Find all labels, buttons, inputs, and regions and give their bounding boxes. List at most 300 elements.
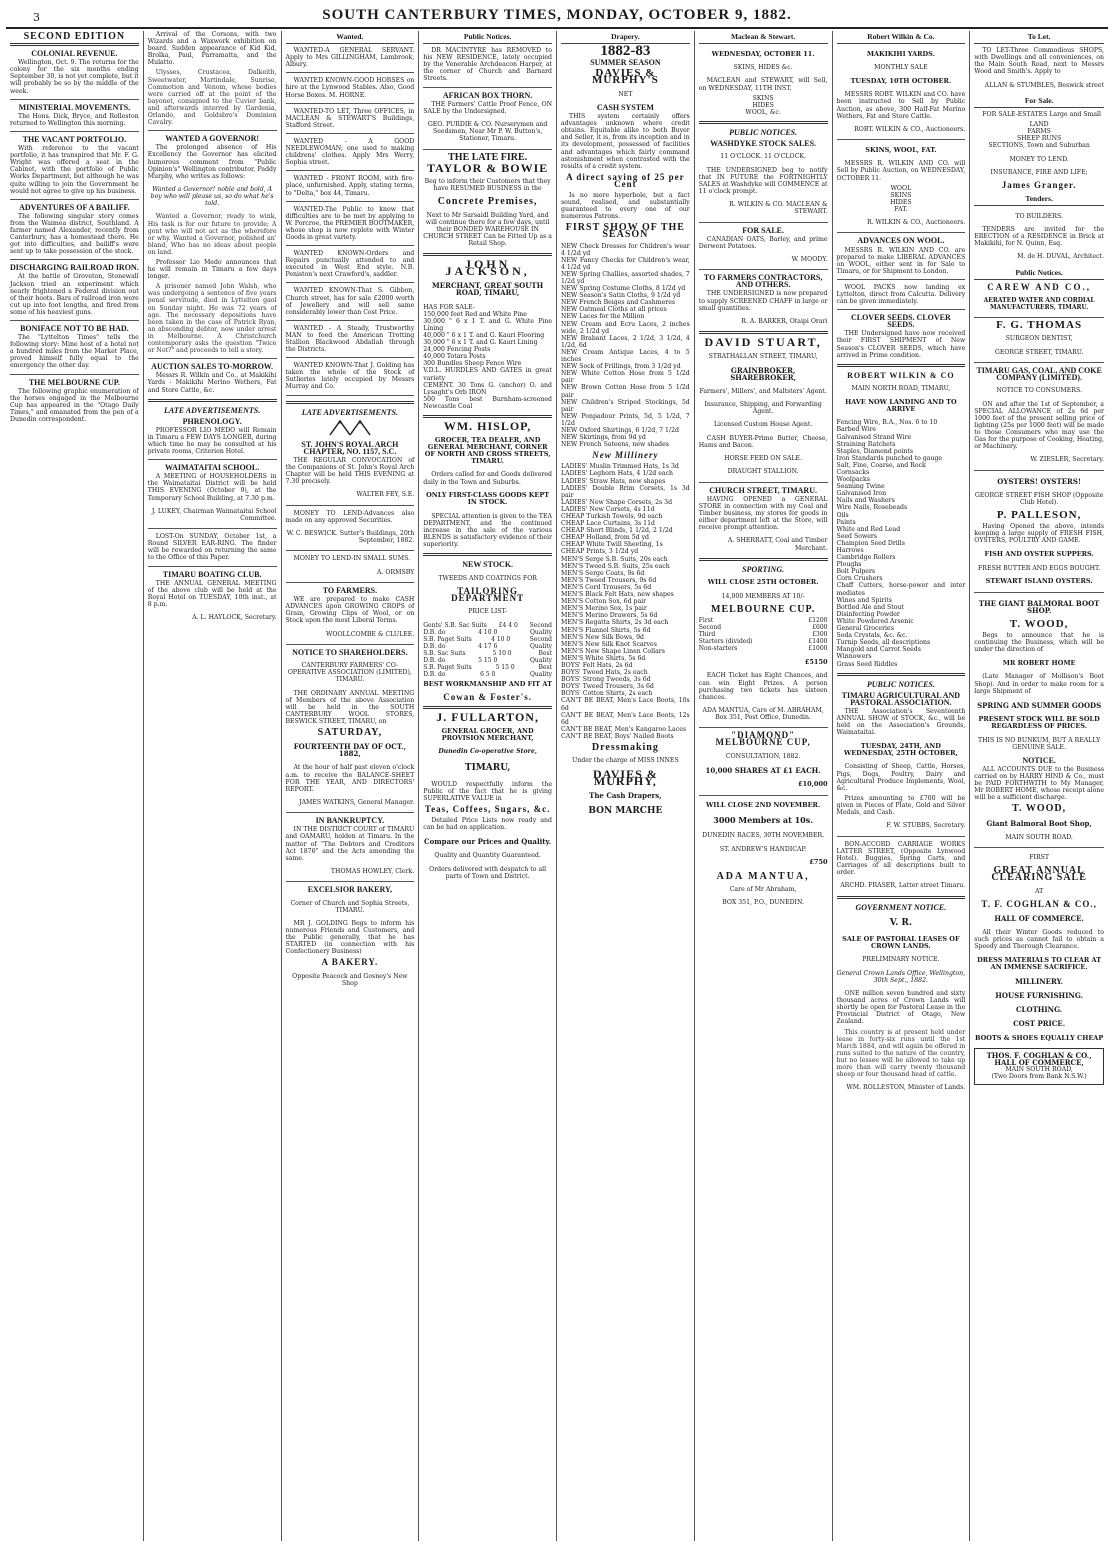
bakery-big: A BAKERY. <box>321 957 379 968</box>
to-let-text: TO LET-Three Commodious SHOPS, with Dwellings and all conveniences, on the Main South Road, next to Messrs Wood and Smith's. Apply to <box>974 47 1104 76</box>
cant-beat-list <box>561 697 690 740</box>
wood2-street: MAIN SOUTH ROAD. <box>1005 833 1073 841</box>
jackson-item: 150,000 feet Red and White Pine <box>423 310 527 318</box>
thomas-name: F. G. THOMAS <box>996 319 1083 332</box>
cup-place: Second <box>698 624 722 632</box>
newspaper-title: SOUTH CANTERBURY TIMES, MONDAY, OCTOBER 9, 1882. <box>322 7 792 23</box>
wilkin-goods-item: Woolpacks <box>836 476 870 484</box>
ada-mantua-name: ADA MANTUA, <box>716 870 810 882</box>
cup-amount: £300 <box>812 631 828 639</box>
new-item: NEW Brown Cotton Hose from 5 1/2d pair <box>561 384 690 399</box>
divider <box>286 395 415 396</box>
tailor-foot: BEST WORKMANSHIP AND FIT AT <box>423 679 552 688</box>
melbourne-cup-heading: MELBOURNE CUP. <box>711 604 816 616</box>
cup-sign: ADA MANTUA, Care of M. ABRAHAM, Box 351, Post Office, Dunedin. <box>702 707 824 722</box>
church-street-text: HAVING OPENED a GENERAL STORE in connection with my Coal and Timber business, my stores for goods in either department left at the Store, will receive prompt attention. <box>698 495 828 532</box>
m1-text: MACLEAN and STEWART, will Sell, on WEDNESDAY, 11TH INST. <box>698 77 828 92</box>
genuine-sale: THIS IS NO BUNKUM, BUT A REALLY GENUINE SALE. <box>978 736 1101 751</box>
jackson-item: 40,000 " 6 x 1 T. and G. Kauri Flooring <box>423 331 545 339</box>
fullarton-foot: Quality and Quantity Guaranteed. <box>434 852 541 860</box>
divider <box>286 103 415 104</box>
wilkin-goods-list <box>837 419 966 667</box>
insurance: INSURANCE, FIRE AND LIFE; <box>990 168 1088 176</box>
david-stuart-sub: STRATHALLAN STREET, TIMARU, <box>708 352 818 360</box>
summer-season: SUMMER SEASON <box>590 58 661 68</box>
columns <box>6 31 1108 1541</box>
wanted-list <box>286 47 415 395</box>
price-row <box>423 629 552 636</box>
wilkin-goods-item: Cornsacks <box>836 468 870 476</box>
millinery-item: CHEAP White Twill Sheeting, 1s <box>561 541 663 549</box>
divider <box>286 505 415 506</box>
drapery-header: Drapery. <box>561 31 690 44</box>
coghlan-street: MAIN SOUTH ROAD, <box>1005 1066 1073 1074</box>
gas-heading: TIMARU GAS, COAL, AND COKE COMPANY (LIMITED). <box>976 365 1102 382</box>
cup-total: £5150 <box>804 657 828 666</box>
farmers-heading: TO FARMERS. <box>322 586 378 595</box>
divider <box>974 847 1104 848</box>
bankruptcy-sign: THOMAS HOWLEY, Clerk. <box>330 868 415 876</box>
wilkin-goods-item: Mangold and Carrot Seeds <box>836 646 921 654</box>
tailor-list-head: PRICE LIST- <box>468 608 507 616</box>
wilkin-goods-item: Soda Crystals, &c. &c. <box>836 632 908 640</box>
millinery-item: CHEAP Lace Curtains, 3s 11d <box>561 520 655 528</box>
gov-text: ONE million seven hundred and sixty thousand acres of Crown Lands will shortly be open for Pastoral Lease in the Provincial District of Otago, New Zealand. <box>836 990 966 1026</box>
divider <box>423 553 552 556</box>
shareholders-date: FOURTEENTH DAY OF OCT., 1882, <box>293 742 407 759</box>
divider <box>699 269 828 270</box>
cup-prize-table <box>699 617 828 652</box>
divider <box>837 364 966 367</box>
bon-accord-text: BON-ACCORD CARRIAGE WORKS LATTER STREET, (Opposite Lynwood Hotel). Buggies, Spring Carts, and Carriages of all descriptions built to order. <box>836 840 966 876</box>
new-item: NEW Sock of Frillings, from 3 1/2d yd <box>561 363 681 371</box>
wanted-ad: WANTED KNOWN-Orders and Repairs punctually attended to and executed in West End style. N.B. Peniston's next Crawford's, saddler. <box>285 250 415 279</box>
st-andrews: ST. ANDREW'S HANDICAP. <box>719 845 807 853</box>
davies-murphy-name: DAVIES & MURPHY'S <box>592 67 659 87</box>
jackson-sub: MERCHANT, GREAT SOUTH ROAD, TIMARU, <box>432 281 544 298</box>
divider <box>148 399 277 402</box>
wilkin-big: HAVE NOW LANDING AND TO ARRIVE <box>845 397 957 413</box>
news-body: The "Lyttelton Times" tells the following story: Mine host of a hotel not a hundred miles from the Market Place, proved himself fully equal to the emergency the other day. <box>10 334 139 370</box>
cash-drapers: The Cash Drapers, <box>589 790 662 800</box>
cash-intro: THIS system certainly offers advantages unknown where credit obtains. Equitable alike to both Buyer and Seller, it is, from its inception and in its development, possessed of facilities and advantages which fairly command astonishment when contrasted with the results of a credit system. <box>561 113 690 170</box>
net-label: NET <box>618 90 633 98</box>
wilkin-goods-item: Corn Crushers <box>836 575 883 583</box>
price-item: D.B. do <box>423 670 446 678</box>
lodge-heading: ST. JOHN'S ROYAL ARCH CHAPTER, NO. 1157, S.C. <box>301 439 399 456</box>
clover-text: THE Undersigned have now received their FIRST SHIPMENT of New Season's CLOVER SEEDS, which have arrived in Prime condition. <box>836 330 966 359</box>
gov-office: General Crown Lands Office, Wellington, 30th Sept., 1882. <box>836 969 966 984</box>
skins-wool-list <box>837 185 966 213</box>
bakery-heading: EXCELSIOR BAKERY, <box>307 885 393 895</box>
millinery-item: LADIES' New Shape Corsets, 2s 3d <box>561 498 673 506</box>
jackson-item: 30,000 " 6 x 1 T. and G. White Pine Lining <box>423 317 552 332</box>
news-intro: Arrival of the Corsons, with two Wizards and a Waxwork exhibition on board. Sudden appearance of Kid Kid, Brolka, Paul, Parramatta, and the Mulatto. <box>147 31 277 67</box>
oysters-sub: GEORGE STREET FISH SHOP (Opposite Club Hotel). <box>974 491 1104 506</box>
coghlan-box <box>974 1048 1104 1084</box>
wilkin-name: ROBERT WILKIN & CO <box>847 370 955 380</box>
mens-item: MEN'S Cord Trousers, 5s 6d <box>561 583 652 591</box>
david-stuart-lic: Licensed Custom House Agent. <box>713 421 813 429</box>
saving-heading: A direct saving of 25 per Cent <box>566 171 685 189</box>
wilkin-goods-item: Turnip Seeds, all descriptions <box>836 639 931 647</box>
for-sale-item: FARMS <box>1027 128 1051 136</box>
mens-item: MEN'S New Silk Knot Scarves <box>561 640 657 648</box>
divider <box>423 149 552 150</box>
divider <box>837 139 966 140</box>
skins-wool-item: SKINS <box>890 191 912 199</box>
wanted-governor-heading: WANTED A GOVERNOR! <box>165 134 260 144</box>
wilkin-goods-item: Bottled Ale and Stout <box>836 603 904 611</box>
price-value: 4 10 0 <box>491 635 511 643</box>
jackson-item: 30,000 " 6 x 1 T. and G. Kauri Lining <box>423 339 538 347</box>
clear-at: AT <box>1034 887 1044 895</box>
price-row <box>423 622 552 629</box>
government-notice-heading: GOVERNMENT NOTICE. <box>855 902 947 912</box>
price-value: 6 5 0 <box>480 670 496 678</box>
divider <box>699 558 828 561</box>
wilkin-goods-item: Harrows <box>836 547 864 554</box>
wilkin-goods-item: Galvanised Strand Wire <box>836 433 912 441</box>
masthead <box>6 4 1108 29</box>
price-value: 4 10 0 <box>478 628 498 636</box>
column-2 <box>144 31 282 1541</box>
divider <box>286 245 415 246</box>
cup-row <box>699 617 828 624</box>
wood-manager: MR ROBERT HOME <box>1002 658 1076 667</box>
wilkin-goods-item: Staples, Diamond points <box>836 447 914 455</box>
wood2-sub: Giant Balmoral Boot Shop, <box>986 818 1092 828</box>
divider <box>423 706 552 709</box>
st-andrews-total: £750 <box>809 858 828 867</box>
news-headline: ADVENTURES OF A BAILIFF. <box>19 202 130 212</box>
new-item: NEW Children's Striped Stockings, 5d pair <box>561 398 690 413</box>
taylor-bowie-text: Beg to inform their Customers that they have RESUMED BUSINESS in the <box>424 177 551 192</box>
news-headline: THE MELBOURNE CUP. <box>28 377 120 387</box>
wanted-ad: WANTED - A Steady, Trustworthy MAN to feed the American Trotting Stallion Blackwood Abdallah through the Districts. <box>285 324 415 354</box>
wilkin-goods-item: Wines and Spirits <box>836 596 892 604</box>
farmers-contractors-heading: TO FARMERS CONTRACTORS, AND OTHERS. <box>703 273 823 290</box>
divider <box>974 592 1104 593</box>
money-lend-1: MONEY TO LEND-Advances also made on any approved Securities. <box>285 509 415 524</box>
divider <box>974 362 1104 363</box>
coghlan-hall: HALL OF COMMERCE, <box>994 1058 1084 1068</box>
price-row <box>423 643 552 650</box>
ada-mantua-box: BOX 351, P.O., DUNEDIN. <box>722 899 804 907</box>
makikihi-heading: MAKIKIHI YARDS. <box>866 49 935 58</box>
for-sale-item: LAND <box>1029 121 1049 129</box>
jackson-item: HAS FOR SALE- <box>423 303 475 311</box>
wanted-ad: WANTED - FRONT ROOM, with fire-place, unfurnished. Apply, stating terms, to "Delta," box 44, Timaru. <box>285 175 415 197</box>
farmers-contractors-text: THE UNDERSIGNED is now prepared to supply SCREENED CHAFF in large or small quantities. <box>698 290 828 312</box>
boots-shoes: BOOTS & SHOES EQUALLY CHEAP <box>975 1033 1104 1042</box>
agri-text: THE Association's Seventeenth ANNUAL SHOW of STOCK, &c., will be held on the Association's Grounds, Waimataitai. <box>836 707 966 737</box>
mens-item: MEN'S New Silk Bows, 9d <box>561 633 644 641</box>
divider <box>423 253 552 256</box>
verse: Wanted a Governor! noble and bold, A boy who will please us, so do what he's told. <box>150 185 274 208</box>
divider <box>10 374 139 375</box>
shareholders-text: THE ORDINARY ANNUAL MEETING of Members of the above Association will be held in the SOUTH CANTERBURY WOOL STORES, BESWICK STREET, TIMARU, on <box>285 689 415 726</box>
cup-row <box>699 624 828 631</box>
mens-item: MEN'S Flannel Shirts, 5s 6d <box>561 626 651 634</box>
divider <box>10 320 139 321</box>
taylor-bowie-premises: Concrete Premises, <box>437 196 538 208</box>
draught-stallion: DRAUGHT STALLION. <box>727 468 799 476</box>
hislop-sub: GROCER, TEA DEALER, AND GENERAL MERCHANT, CORNER OF NORTH AND CROSS STREETS, TIMARU. <box>424 435 551 465</box>
present-stock: PRESENT STOCK WILL BE SOLD REGARDLESS OF PRICES. <box>978 714 1100 730</box>
wilkin-goods-item: Nails and Washers <box>836 497 895 505</box>
wilkin-goods-item: Seaming Twine <box>836 483 885 491</box>
news-filler-2: A prisoner named John Walsh, who was undergoing a sentence of five years penal servitude, died in Lyttelton gaol on Sunday night. He was 72 years of age. The necessary depositions have been taken in the case of Patrick Ryan, an absconding debtor, now under arrest in Melbourne. A Christchurch contemporary asks the question "Twice or Not?" and proceeds to tell a story. <box>147 283 277 355</box>
divider <box>10 259 139 260</box>
news-headline: COLONIAL REVENUE. <box>31 49 118 59</box>
millinery-item: CHEAP Holland, from 5d yd <box>561 534 650 542</box>
fullarton-sub: GENERAL GROCER, AND PROVISION MERCHANT, <box>441 726 534 742</box>
m1-list <box>699 95 828 116</box>
spring-summer: SPRING AND SUMMER GOODS <box>977 700 1102 710</box>
washdyke-times: 11 O'CLOCK. 11 O'CLOCK. <box>720 153 806 161</box>
agri-sub: Consisting of Sheep, Cattle, Horses, Pigs, Dogs, Poultry, Dairy and Agricultural Produce Implements, Wool, &c. <box>836 763 966 792</box>
wood2-name: T. WOOD, <box>1012 803 1067 815</box>
millinery-item: LADIES' New Corsets, 4s 11d <box>561 505 655 513</box>
price-item: D.B. do <box>423 642 446 650</box>
ada-mantua-sub: Care of Mr Abraham, <box>729 885 797 893</box>
public-notices-heading: PUBLIC NOTICES. <box>729 127 798 137</box>
cant-beat-item: CAN'T BE BEAT, Men's Lace Boots, 12s 6d <box>561 711 690 726</box>
diamond-heading: "DIAMOND" MELBOURNE CUP, <box>715 730 811 748</box>
new-item: NEW Oatmeal Cloths at all prices <box>561 306 667 314</box>
skins-wool-item: FAT. <box>894 205 908 213</box>
cup-place: First <box>698 617 714 625</box>
cost-price: COST PRICE. <box>1013 1019 1066 1029</box>
divider <box>837 836 966 837</box>
hall-of-commerce: HALL OF COMMERCE. <box>994 914 1084 924</box>
david-stuart-cash: CASH BUYER-Prime Butter, Cheese, Hams and Bacon. <box>698 434 828 449</box>
price-value: 5 15 0 <box>478 656 498 664</box>
phrenology-notice: Professor Lio Medo announces that he will remain in Timaru a few days longer. <box>147 259 277 281</box>
auction-heading: AUCTION SALES TO-MORROW. <box>151 362 274 372</box>
price-item: D.B. do <box>423 656 446 664</box>
tailor-sub: TWEEDS AND COATINGS FOR <box>438 574 537 582</box>
price-quality: Best <box>538 649 552 657</box>
horse-feed: HORSE FEED ON SALE. <box>724 455 803 463</box>
divider <box>699 222 828 223</box>
david-stuart-ins: Insurance, Shipping, and Forwarding Agent. <box>704 401 822 416</box>
boating-heading: TIMARU BOATING CLUB. <box>162 569 262 579</box>
divider <box>286 401 415 404</box>
wilkin-goods-item: Oils <box>836 511 849 519</box>
new-item: NEW Fancy Checks for Children's wear, 4 1/2d yd <box>561 256 690 271</box>
news-headline: MINISTERIAL MOVEMENTS. <box>18 102 131 112</box>
mens-item: MEN'S Black Felt Hats, new shapes <box>561 591 674 599</box>
bakery-foot: Opposite Peacock and Gosney's New Shop <box>292 972 408 987</box>
new-item: NEW Skirtings, from 9d yd <box>561 434 646 442</box>
price-row <box>423 664 552 671</box>
new-item: NEW White Cotton Hose from 5 1/2d pair <box>561 370 690 385</box>
page-number: 3 <box>33 11 40 24</box>
divider <box>837 673 966 676</box>
divider <box>286 582 415 583</box>
removal-notice: DR MACINTYRE has REMOVED to his NEW RESIDENCE, lately occupied by the Venerable Archdeacon Harper, at the corner of Church and Barnard Streets. <box>423 47 552 83</box>
divider <box>148 566 277 567</box>
news-items <box>10 50 139 423</box>
wilkin-goods-item: Disinfecting Powder <box>836 610 900 618</box>
tenders-sign: M. de H. DUVAL, Architect. <box>1017 253 1104 261</box>
price-quality: Quality <box>530 642 552 650</box>
clover-heading: CLOVER SEEDS. CLOVER SEEDS. <box>850 313 951 330</box>
bakery-text: MR J. GOLDING Begs to inform his numerous Friends and Customers, and the Public generally, that he has STARTED (in connection with his Confectionery Business) <box>285 919 415 956</box>
wilkin-goods-item: Salt, Fine, Coarse, and Rock <box>836 461 926 469</box>
mens-list <box>561 556 690 662</box>
price-row <box>423 636 552 643</box>
divider <box>148 358 277 359</box>
mens-item: MEN'S Regatta Shirts, 2s 3d each <box>561 619 669 627</box>
fullarton-text: WOULD respectfully inform the Public of the fact that he is giving SUPERLATIVE VALUE in <box>423 780 552 802</box>
jackson-item: 24,000 Fencing Posts <box>423 346 491 354</box>
new-item: NEW Season's Satin Cloths, 9 1/2d yd <box>561 292 681 300</box>
makikihi-day: TUESDAY, 10TH OCTOBER. <box>850 76 952 85</box>
fullarton-town: TIMARU, <box>464 762 511 773</box>
saving-text: Is no mere hyperbole, but a fact sound, realised, and substantially guaranteed to every one of our numerous Patrons. <box>561 191 690 221</box>
divider <box>699 331 828 334</box>
public-notices-header: Public Notices. <box>974 267 1104 280</box>
new-item: NEW Cream Antique Laces, 4 to 5 inches <box>561 348 690 364</box>
money-lend-2: MONEY TO LEND-IN SMALL SUMS. <box>293 555 411 563</box>
shareholders-day: SATURDAY, <box>317 727 383 739</box>
divider <box>699 482 828 483</box>
m1-item: SKINS <box>752 94 774 102</box>
new-item: NEW Brabant Laces, 2 1/2d, 3 1/2d, 4 1/2d, 6d <box>561 334 690 349</box>
boating-sign: A. L. HAYLOCK, Secretary. <box>192 614 277 622</box>
news-body: The following graphic enumeration of the horses engaged in the Melbourne Cup has appeared in the "Otago Daily Times," and emanated from the pen of a Dunedin correspondent. <box>10 387 139 424</box>
cant-beat-item: CAN'T BE BEAT, Men's Lace Boots, 10s 6d <box>561 697 690 712</box>
for-sale-item: SHEEP RUNS <box>1016 135 1062 143</box>
cant-beat-item: CAN'T BE BEAT, Men's Kangaroo Laces <box>561 725 687 733</box>
divider <box>10 99 139 100</box>
dressmaking-sub: Under the charge of MISS INNES <box>572 757 679 765</box>
maclean-stewart-header: Maclean & Stewart. <box>699 31 828 44</box>
davies-murphy-footer: DAVIES & MURPHY, <box>592 766 658 788</box>
millinery-item: CHEAP Turkish Towels, 9d each <box>561 513 663 520</box>
cup-place: Starters (divided) <box>698 638 753 646</box>
balmoral-heading: THE GIANT BALMORAL BOOT SHOP. <box>978 598 1100 615</box>
farmers-contractors-sign: R. A. BARKER, Otaipi Orari <box>741 317 828 325</box>
hislop-more: SPECIAL attention is given to the TEA DEPARTMENT, and the continued increase in the sale of the various BLENDS is satisfactory evidence of their superiority. <box>423 512 552 549</box>
mens-item: MEN'S White Shirts, 5s 6d <box>561 654 646 662</box>
compass-square-icon <box>320 419 380 437</box>
lodge-sign: WALTER FEY, S.E. <box>356 491 415 499</box>
to-let-sign: ALLAN & STUMBLES, Beswick street <box>984 81 1104 89</box>
money-lend-2-sign: A. ORMSBY <box>377 568 415 576</box>
agri-sign: F. W. STUBBS, Secretary. <box>886 822 966 830</box>
fullarton-orders: Orders delivered with despatch to all parts of Town and District. <box>429 865 547 880</box>
masonic-emblem-icon <box>286 419 415 437</box>
wilkin-goods-item: Grass Seed Riddles <box>836 660 898 668</box>
fullarton-more: Detailed Price Lists now ready and can be had on application. <box>423 817 552 832</box>
fish-suppers: FISH AND OYSTER SUPPERS. <box>984 550 1094 558</box>
james-granger: James Granger. <box>1001 180 1077 191</box>
gas-text: ON and after the 1st of September, a SPECIAL ALLOWANCE of 2s 6d per 1000 feet of the present selling price of lighting (25s per 1000 feet) will be made to those Consumers who may use the Gas for the purpose of Cooking, Heating, or Machinery. <box>974 400 1104 451</box>
house-furnishing: HOUSE FURNISHING. <box>995 991 1083 1001</box>
news-body: The following singular story comes from the Waimea district, Southland. A farmer named Alexander, recently from Canterbury, has a homestead there. He got into difficulties, and bailiff's were sent up to take possession of the stock. <box>10 212 139 256</box>
agri-day: TUESDAY, 24TH, AND WEDNESDAY, 25TH OCTOBER, <box>843 741 958 757</box>
column-5 <box>557 31 695 1541</box>
thomas-street: GEORGE STREET, TIMARU. <box>994 348 1084 356</box>
new-item: NEW Ponpadour Prints, 5d, 5 1/2d, 7 1/2d <box>561 412 690 427</box>
mens-item: MEN'S Merino Drawers, 5s 6d <box>561 612 658 620</box>
news-body: Wellington, Oct. 9. The returns for the colony for the six months ending September 30, is not yet complete, but it will probably be so by the middle of the week. <box>10 59 139 95</box>
palleson-text: Having Opened the above, intends keeping a large supply of FRESH FISH, OYSTERS, POULTRY AND GAME. <box>974 523 1104 545</box>
mens-item: MEN'S Serge Coats, 9s 6d <box>561 569 645 577</box>
millinery: MILLINERY. <box>1015 977 1064 987</box>
price-value: 4 17 6 <box>478 642 498 650</box>
boys-item: BOYS' Cotton Shirts, 2s each <box>561 690 653 698</box>
advances-text: MESSRS R. WILKIN AND CO. are prepared to make LIBERAL ADVANCES on WOOL, either sent in for Sale to Timaru, or for Shipment to London. <box>836 246 966 275</box>
wilkin-goods-item: White and Red Lead <box>836 525 901 533</box>
cup-row <box>699 645 828 652</box>
for-sale-list <box>974 121 1104 149</box>
divider <box>286 282 415 283</box>
for-sale-heading: FOR SALE. <box>742 225 785 235</box>
first-show-heading: FIRST SHOW OF THE SEASON <box>565 222 685 241</box>
second-edition-header: SECOND EDITION <box>10 31 139 46</box>
news-body: At the battle of Groveton, Stonewall Jackson tried an experiment which nearly frightened a Federal division out of their boots. Bars of railroad iron were cut up into foot lengths, and fired from some of his heaviest guns. <box>10 273 139 316</box>
divider <box>286 170 415 171</box>
cup-place: Non-starters <box>698 645 738 653</box>
divider <box>286 812 415 813</box>
news-filler: Ulysses, Crustacea, Dalkeith, Sweetwater, Martindale, Sunrise, Commotion and Venom, whose bodies were carried off at the point of the bayonet, consigned to the Cuvier bank, and afterwards interred by Gardenia, Orlando, and Goldsbro's Dominion Cavalry. <box>147 69 277 127</box>
divider <box>286 550 415 551</box>
thomas-sub: SURGEON DENTIST, <box>1005 335 1073 343</box>
church-street-sign: A. SHERRATT, Coal and Timber Merchant. <box>727 537 828 552</box>
wilkin-goods-item: Barbed Wire <box>836 426 877 434</box>
price-value: £4 4 0 <box>498 621 518 629</box>
auction-text: Messrs R. Wilkin and Co., at Makikihi Yards - Makikihi Merino Wethers, Fat and Store Cattle, &c. <box>147 372 277 394</box>
dress-materials: DRESS MATERIALS TO CLEAR AT AN IMMENSE SACRIFICE. <box>977 956 1102 972</box>
cup-amount: £1400 <box>808 638 828 646</box>
cup-row <box>699 631 828 638</box>
taylor-bowie-name: TAYLOR & BOWIE <box>426 160 549 175</box>
oysters-heading: OYSTERS! OYSTERS! <box>997 476 1081 486</box>
washdyke-sign: R. WILKIN & CO. MACLEAN & STEWART. <box>729 201 828 216</box>
stewart-island: STEWART ISLAND OYSTERS. <box>985 577 1093 586</box>
divider <box>837 232 966 233</box>
divider <box>286 357 415 358</box>
skins-wool-heading: SKINS, WOOL, FAT. <box>865 145 937 154</box>
mens-item: MEN'S Tweed S.B. Suits, 25s each <box>561 562 670 570</box>
wilkin-goods-item: General Groceries <box>836 625 894 633</box>
dressmaking-heading: Dressmaking <box>591 742 659 753</box>
farmers-sign: WOOLLCOMBE & CLULEE. <box>326 630 415 638</box>
gov-filler: This country is at present held under lease in forty-six runs until the 1st March 1884, and will again be offered in runs suited to the nature of the country, but no lessee will be allowed to take up more than will carry twenty thousand sheep or four thousand head of cattle. <box>836 1028 966 1079</box>
wanted-header: Wanted. <box>286 31 415 44</box>
carew-name: CAREW AND CO., <box>987 281 1092 292</box>
diamond-sub: CONSULTATION, 1882. <box>725 752 801 760</box>
millinery-item: LADIES' Leghorn Hats, 4 1/2d each <box>561 470 674 478</box>
tailor-big: TAILORING DEPARTMENT <box>451 585 525 603</box>
late-ads-heading: LATE ADVERTISEMENTS. <box>301 407 398 417</box>
price-value: 5 15 0 <box>495 663 515 671</box>
price-item: Gents' S.B. Sac Suits <box>423 621 487 629</box>
divider <box>10 199 139 200</box>
divider <box>286 72 415 73</box>
gas-sub: NOTICE TO CONSUMERS. <box>996 387 1082 395</box>
wilkin-goods-item: Galvanised Iron <box>836 490 887 498</box>
millinery-item: LADIES' Double Brim Corsets, 1s 3d pair <box>561 484 690 499</box>
david-stuart-text: Farmers', Millers', and Maltsters' Agent. <box>699 387 827 395</box>
cup-place: Third <box>698 631 716 639</box>
price-item: S.B. Paget Suits <box>423 663 472 671</box>
